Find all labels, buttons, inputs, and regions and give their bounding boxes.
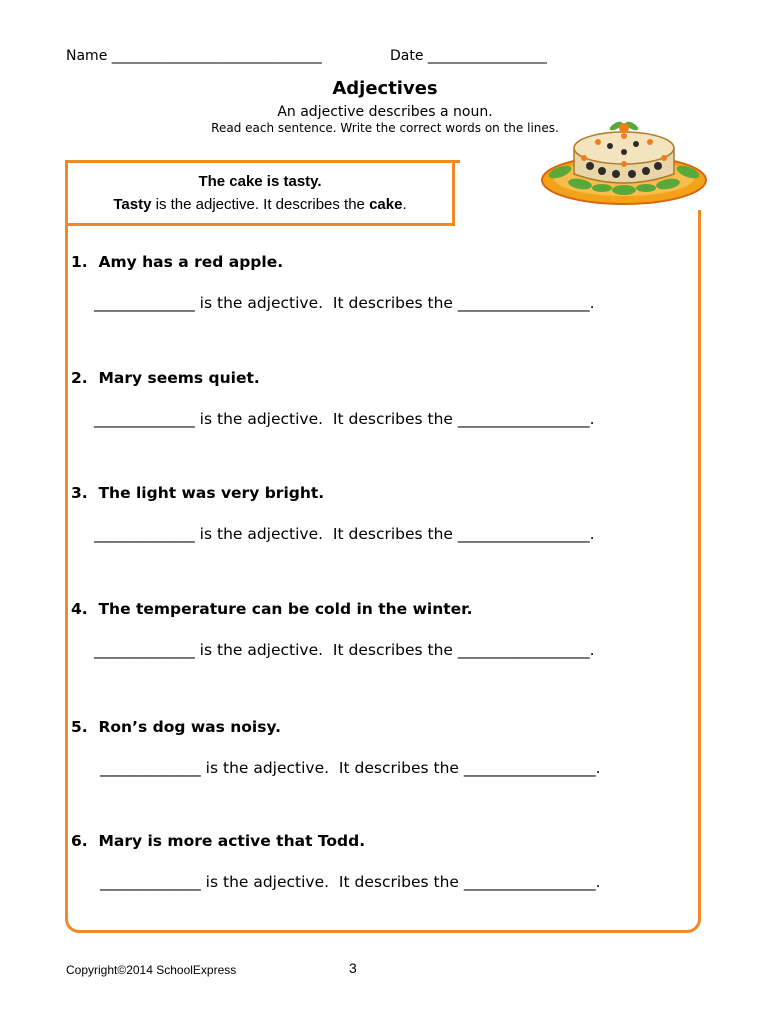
answer-line-3[interactable]: _____________ is the adjective. It describes the _________________. [94,525,595,543]
answer-line-6[interactable]: _____________ is the adjective. It describes the _________________. [100,873,601,891]
question-5: 5. Ron’s dog was noisy. [71,718,282,736]
copyright-text: Copyright©2014 SchoolExpress [66,963,237,977]
question-2: 2. Mary seems quiet. [71,369,260,387]
page-title: Adjectives [332,78,438,99]
question-1: 1. Amy has a red apple. [71,253,284,271]
example-adjective: Tasty [113,196,152,213]
example-mid-text: is the adjective. It describes the [151,196,370,213]
date-field-label: Date _________________ [390,48,547,64]
name-field-label: Name ______________________________ [66,48,322,64]
answer-line-4[interactable]: _____________ is the adjective. It describes the _________________. [94,641,595,659]
answer-line-5[interactable]: _____________ is the adjective. It describes the _________________. [100,759,601,777]
example-end: . [402,196,407,213]
definition-text: An adjective describes a noun. [277,104,493,120]
example-sentence: The cake is tasty. [198,173,322,190]
example-box [65,160,455,226]
answer-line-2[interactable]: _____________ is the adjective. It describes the _________________. [94,410,595,428]
question-4: 4. The temperature can be cold in the winter. [71,600,473,618]
example-noun: cake [369,196,403,213]
question-3: 3. The light was very bright. [71,484,325,502]
cake-icon [540,108,708,208]
answer-line-1[interactable]: _____________ is the adjective. It describes the _________________. [94,294,595,312]
page-number: 3 [349,960,357,976]
worksheet-frame [65,160,701,933]
instructions-text: Read each sentence. Write the correct words on the lines. [211,121,559,135]
example-explanation [68,196,452,213]
question-6: 6. Mary is more active that Todd. [71,832,366,850]
